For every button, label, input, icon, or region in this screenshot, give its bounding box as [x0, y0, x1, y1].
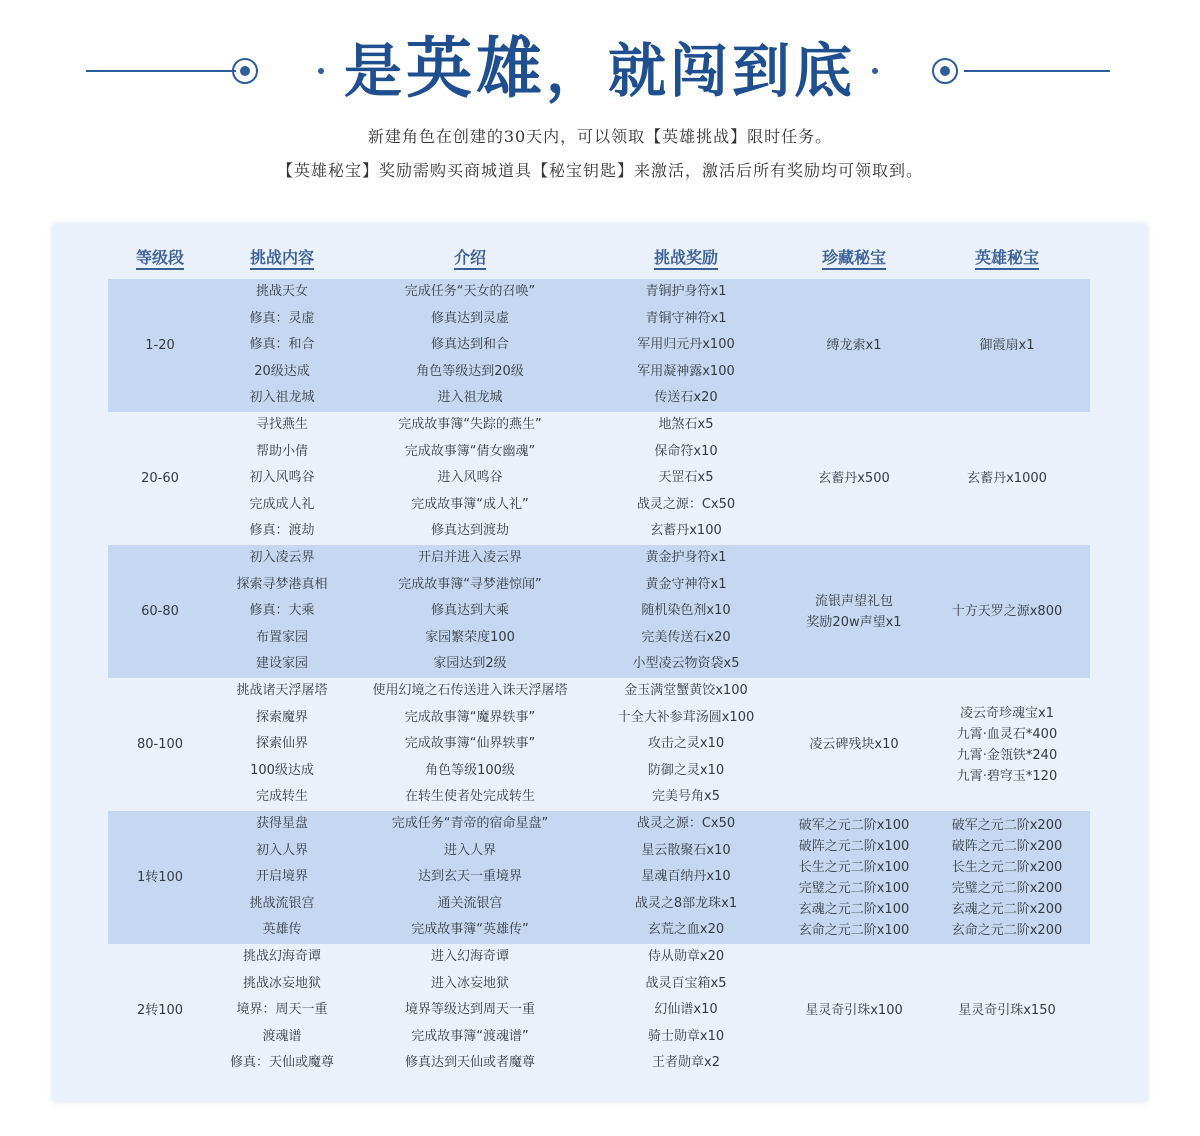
cell-reward: [588, 944, 784, 1077]
cell-hero: [924, 412, 1090, 545]
cell-treasure: [784, 811, 924, 944]
reward-item: 军用凝神露x100: [637, 363, 735, 379]
content-item: 挑战流银宫: [249, 895, 315, 911]
cell-intro: [352, 944, 588, 1077]
intro-item: 进入幻海奇谭: [430, 949, 509, 964]
content-item: 境界：周天一重: [236, 1002, 328, 1018]
intro-item: 完成故事簿“成人礼”: [411, 496, 529, 512]
content-item: 获得星盘: [255, 816, 308, 831]
intro-item: 修真达到天仙或者魔尊: [404, 1055, 535, 1071]
content-item: 挑战天女: [255, 284, 308, 299]
intro-item: 完成故事簿“仙界轶事”: [404, 736, 536, 752]
content-item: 修真：天仙或魔尊: [229, 1055, 334, 1071]
content-item: 初入祖龙城: [249, 390, 315, 406]
cell-content: [212, 545, 352, 678]
cell-reward: [588, 545, 784, 678]
hero-item: 十方天罗之源x800: [951, 604, 1063, 619]
reward-item: 玄蓄丹x100: [650, 523, 722, 539]
cell-intro: [352, 811, 588, 944]
column-header-intro: 介绍: [352, 244, 588, 272]
description-line-1: 新建角色在创建的30天内，可以领取【英雄挑战】限时任务。: [367, 127, 833, 146]
reward-item: 金玉满堂蟹黄饺x100: [624, 683, 748, 698]
cell-intro: [352, 279, 588, 412]
content-item: 布置家园: [255, 629, 308, 645]
reward-item: 王者勋章x2: [652, 1055, 720, 1071]
hero-item: 凌云奇珍魂宝x1: [960, 705, 1054, 721]
intro-item: 进入风鸣谷: [437, 470, 503, 486]
reward-item: 小型凌云物资袋x5: [632, 656, 740, 672]
reward-item: 传送石x20: [654, 390, 718, 406]
level-range: 60-80: [141, 604, 179, 619]
intro-item: 完成故事簿“寻梦港惊闻”: [398, 576, 542, 592]
cell-content: [212, 811, 352, 944]
content-item: 挑战冰妄地狱: [242, 975, 321, 991]
reward-item: 黄金护身符x1: [645, 550, 727, 565]
title-highlight: 英雄: [406, 29, 546, 107]
reward-item: 天罡石x5: [658, 470, 714, 486]
hero-item: 破阵之元二阶x200: [951, 838, 1063, 854]
decorative-dot-right-icon: [872, 68, 878, 74]
treasure-item: 破阵之元二阶x100: [798, 838, 910, 854]
reward-item: 幻仙谱x10: [654, 1002, 718, 1018]
level-range: 20-60: [141, 471, 179, 486]
intro-item: 修真达到灵虚: [430, 310, 509, 326]
reward-item: 随机染色剂x10: [641, 603, 731, 619]
reward-item: 星魂百纳丹x10: [641, 869, 731, 885]
hero-item: 玄蓄丹x1000: [967, 471, 1047, 486]
content-item: 建设家园: [255, 656, 308, 672]
cell-treasure: [784, 412, 924, 545]
content-item: 探索寻梦港真相: [236, 576, 328, 592]
cell-level: [108, 545, 212, 678]
cell-reward: [588, 279, 784, 412]
content-item: 探索魔界: [255, 709, 308, 725]
intro-item: 完成故事簿“英雄传”: [411, 922, 529, 938]
reward-item: 战灵之源：Cx50: [636, 816, 736, 831]
level-range: 1-20: [145, 338, 175, 353]
reward-item: 侍从勋章x20: [647, 949, 725, 964]
cell-reward: [588, 678, 784, 811]
cell-level: [108, 811, 212, 944]
treasure-item: 玄命之元二阶x100: [798, 922, 910, 938]
cell-intro: [352, 412, 588, 545]
treasure-item: 星灵奇引珠x100: [805, 1003, 903, 1018]
content-item: 完成成人礼: [249, 496, 315, 512]
hero-item: 九霄·碧穹玉*120: [956, 768, 1058, 784]
hero-item: 破军之元二阶x200: [951, 817, 1063, 833]
reward-item: 攻击之灵x10: [647, 736, 725, 752]
decorative-line-right: [964, 70, 1110, 72]
intro-item: 完成故事簿“失踪的燕生”: [398, 417, 542, 432]
intro-item: 修真达到大乘: [430, 603, 509, 619]
page-header: [0, 0, 1200, 200]
treasure-item: 凌云碑残块x10: [809, 737, 899, 752]
intro-item: 角色等级100级: [425, 762, 515, 778]
cell-treasure: [784, 678, 924, 811]
description-line-2: 【英雄秘宝】奖励需购买商城道具【秘宝钥匙】来激活，激活后所有奖励均可领取到。: [276, 161, 923, 180]
content-item: 初入凌云界: [249, 550, 315, 565]
content-item: 挑战诸天浮屠塔: [236, 683, 328, 698]
content-item: 修真：灵虚: [249, 310, 315, 326]
column-header-reward: 挑战奖励: [588, 244, 784, 272]
hero-item: 御霞扇x1: [979, 338, 1035, 353]
content-item: 渡魂谱: [262, 1028, 302, 1044]
hero-item: 完璧之元二阶x200: [951, 880, 1063, 896]
treasure-item: 长生之元二阶x100: [798, 859, 910, 875]
intro-item: 角色等级达到20级: [416, 363, 524, 379]
cell-content: [212, 944, 352, 1077]
reward-item: 地煞石x5: [658, 417, 714, 432]
reward-item: 黄金守神符x1: [645, 576, 727, 592]
content-item: 20级达成: [254, 363, 310, 379]
content-item: 修真：渡劫: [249, 523, 315, 539]
treasure-item: 奖励20w声望x1: [806, 614, 902, 630]
intro-item: 进入人界: [443, 842, 496, 858]
intro-item: 完成任务“青帝的宿命星盘”: [391, 816, 549, 831]
content-item: 修真：和合: [249, 337, 315, 353]
cell-reward: [588, 412, 784, 545]
cell-content: [212, 279, 352, 412]
reward-item: 星云散聚石x10: [641, 842, 731, 858]
content-item: 挑战幻海奇谭: [242, 949, 321, 964]
reward-item: 骑士勋章x10: [647, 1028, 725, 1044]
column-header-level: 等级段: [108, 244, 212, 272]
intro-item: 通关流银宫: [437, 895, 503, 911]
content-item: 初入人界: [255, 842, 308, 858]
cell-level: [108, 279, 212, 412]
cell-content: [212, 412, 352, 545]
intro-item: 修真达到渡劫: [430, 523, 509, 539]
reward-item: 战灵之8部龙珠x1: [634, 895, 738, 911]
reward-item: 青铜守神符x1: [645, 310, 727, 326]
column-header-content: 挑战内容: [212, 244, 352, 272]
reward-item: 玄荒之血x20: [647, 922, 725, 938]
treasure-item: 缚龙索x1: [826, 338, 882, 353]
content-item: 初入风鸣谷: [249, 470, 315, 486]
content-item: 修真：大乘: [249, 603, 315, 619]
column-header-hero-treasure: 英雄秘宝: [924, 244, 1090, 272]
cell-reward: [588, 811, 784, 944]
intro-item: 修真达到和合: [430, 337, 509, 353]
treasure-item: 完璧之元二阶x100: [798, 880, 910, 896]
cell-hero: [924, 678, 1090, 811]
content-item: 英雄传: [262, 922, 302, 938]
intro-item: 境界等级达到周天一重: [404, 1002, 535, 1018]
reward-item: 战灵百宝箱x5: [645, 975, 727, 991]
intro-item: 开启并进入凌云界: [417, 550, 522, 565]
intro-item: 完成故事簿“倩女幽魂”: [404, 443, 536, 459]
cell-hero: [924, 279, 1090, 412]
cell-hero: [924, 545, 1090, 678]
decorative-circle-right-icon: [932, 58, 958, 84]
intro-item: 完成任务“天女的召唤”: [404, 284, 536, 299]
reward-item: 完美号角x5: [652, 789, 720, 805]
cell-hero: [924, 811, 1090, 944]
intro-item: 进入祖龙城: [437, 390, 503, 406]
reward-item: 防御之灵x10: [647, 762, 725, 778]
content-item: 帮助小倩: [255, 443, 308, 459]
intro-item: 在转生使者处完成转生: [404, 789, 535, 805]
reward-item: 十全大补参茸汤圆x100: [617, 709, 755, 725]
level-range: 80-100: [136, 737, 184, 752]
hero-item: 玄魂之元二阶x200: [951, 901, 1063, 917]
reward-item: 军用归元丹x100: [637, 337, 735, 353]
cell-level: [108, 412, 212, 545]
intro-item: 进入冰妄地狱: [430, 975, 509, 991]
cell-hero: [924, 944, 1090, 1077]
treasure-item: 玄魂之元二阶x100: [798, 901, 910, 917]
title-prefix: 是: [343, 37, 406, 105]
cell-treasure: [784, 279, 924, 412]
cell-level: [108, 678, 212, 811]
content-item: 寻找燕生: [255, 417, 308, 432]
cell-level: [108, 944, 212, 1077]
hero-item: 九霄·金瓴铁*240: [956, 747, 1058, 763]
cell-intro: [352, 545, 588, 678]
content-item: 完成转生: [255, 789, 308, 805]
reward-item: 战灵之源：Cx50: [636, 496, 736, 512]
challenge-table: [52, 224, 1148, 1102]
intro-item: 家园繁荣度100: [425, 629, 515, 645]
hero-item: 星灵奇引珠x150: [958, 1003, 1056, 1018]
column-header-treasure: 珍藏秘宝: [784, 244, 924, 272]
hero-item: 玄命之元二阶x200: [951, 922, 1063, 938]
treasure-item: 破军之元二阶x100: [798, 817, 910, 833]
reward-item: 保命符x10: [654, 443, 718, 459]
title-suffix: ，就闯到底: [546, 37, 857, 105]
intro-item: 完成故事簿“魔界轶事”: [404, 709, 536, 725]
treasure-item: 流银声望礼包: [814, 593, 893, 609]
hero-item: 九霄·血灵石*400: [956, 726, 1058, 742]
page-title: [300, 28, 900, 111]
treasure-item: 玄蓄丹x500: [818, 471, 890, 486]
cell-treasure: [784, 545, 924, 678]
level-range: 1转100: [136, 870, 184, 885]
cell-intro: [352, 678, 588, 811]
decorative-line-left: [86, 70, 236, 72]
level-range: 2转100: [136, 1003, 184, 1018]
cell-content: [212, 678, 352, 811]
content-item: 100级达成: [250, 762, 314, 778]
reward-item: 青铜护身符x1: [645, 284, 727, 299]
title-row: [0, 22, 1200, 122]
intro-item: 家园达到2级: [433, 656, 507, 672]
cell-treasure: [784, 944, 924, 1077]
content-item: 开启境界: [255, 869, 308, 885]
intro-item: 完成故事簿“渡魂谱”: [411, 1028, 529, 1044]
content-item: 探索仙界: [255, 736, 308, 752]
hero-item: 长生之元二阶x200: [951, 859, 1063, 875]
intro-item: 使用幻境之石传送进入诛天浮屠塔: [372, 683, 568, 698]
reward-item: 完美传送石x20: [641, 629, 731, 645]
decorative-circle-left-icon: [232, 58, 258, 84]
intro-item: 达到玄天一重境界: [417, 869, 522, 885]
